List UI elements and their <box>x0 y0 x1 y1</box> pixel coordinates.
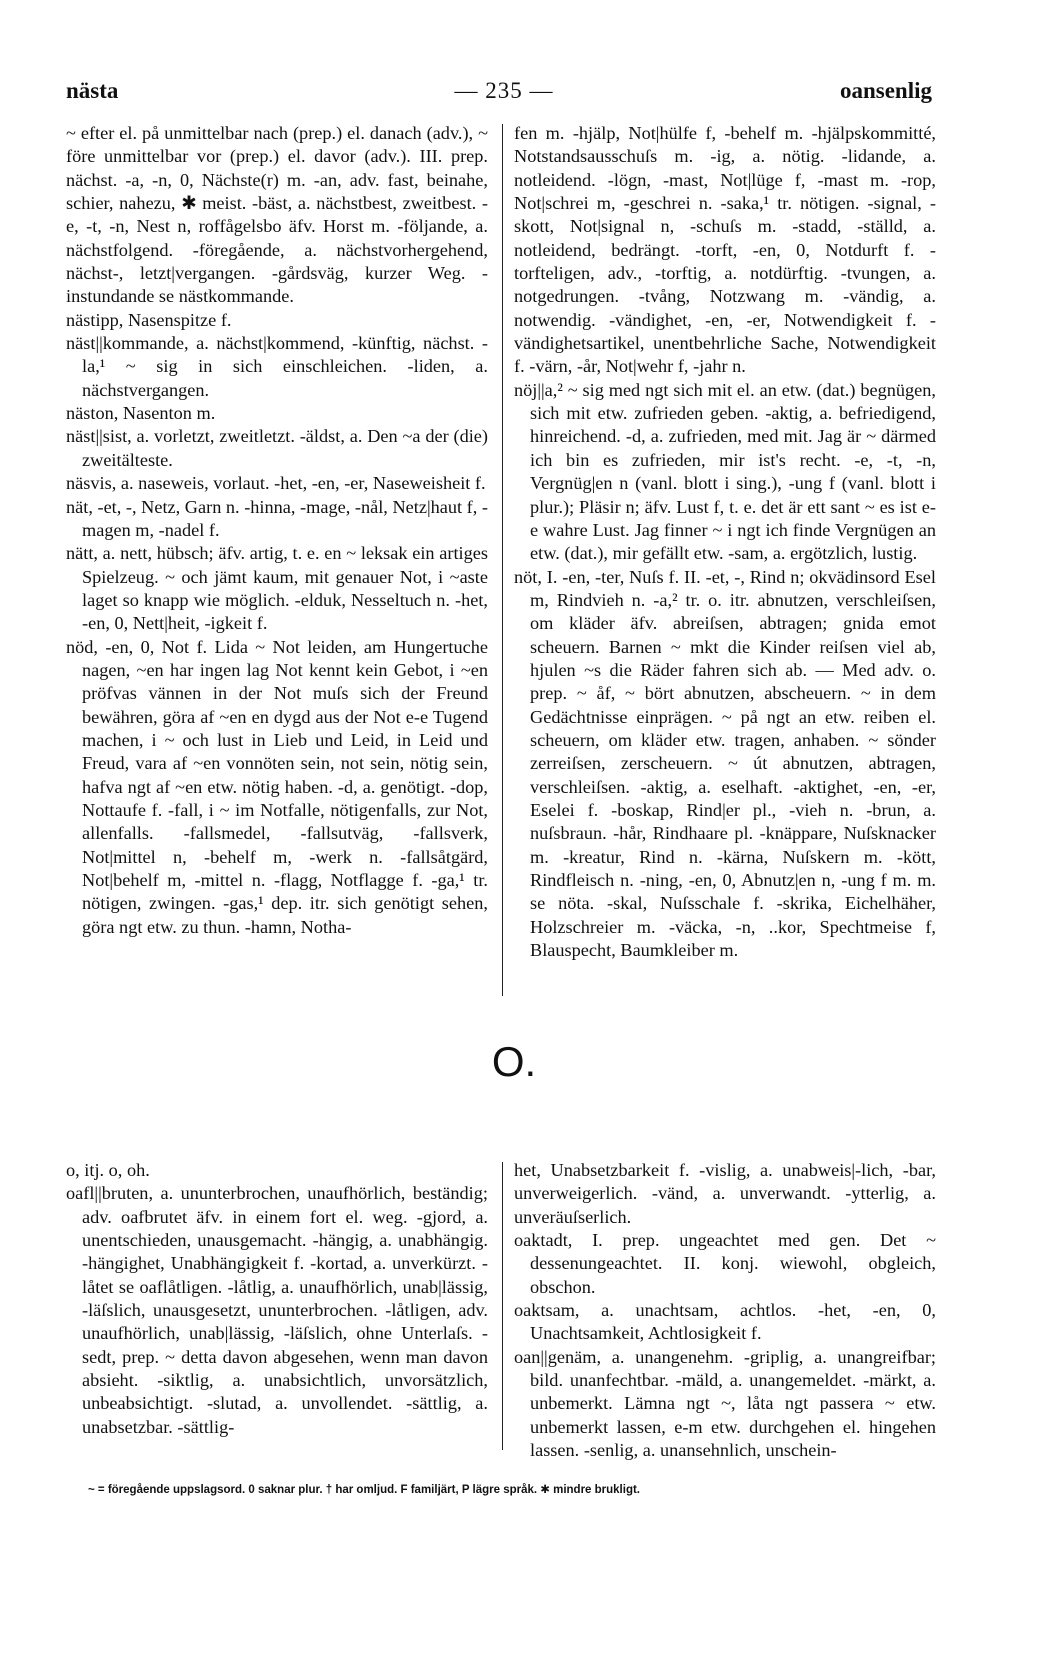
entry: fen m. -hjälp, Not|hülfe f, -behelf m. -hjälpskommitté, Notstandsausschuſs m. -ig, a. nötig. -lidande, a. notleidend. -lögn, -mast, Not|lüge f, -mast m. -rop, Not|schrei m, -geschrei n. -saka,¹ tr. nötigen. -signal, -skott, Not|signal n, -schuſs m. -stadd, -ställd, a. notleidend, bedrängt. -torft, -en, 0, Notdurft f. -torfteligen, adv., -torftig, a. notdürftig. -tvungen, a. notgedrungen. -tvång, Notzwang m. -vändig, a. notwendig. -vändighet, -en, -er, Notwendigkeit f. -vändighetsartikel, unentbehrliche Sache, Notwendigkeit f. -värn, -år, Not|wehr f, -jahr n. <box>514 123 936 377</box>
column-bottom-right <box>514 1159 936 1462</box>
column-divider <box>502 1162 503 1450</box>
entry: näsvis, a. naseweis, vorlaut. -het, -en, -er, Naseweisheit f. <box>66 473 486 494</box>
header-right-guideword: oansenlig <box>839 78 932 103</box>
section-letter: O. <box>491 1038 537 1085</box>
column-top-right <box>514 122 936 962</box>
entry: nätt, a. nett, hübsch; äfv. artig, t. e. en ~ leksak ein artiges Spielzeug. ~ och jämt kaum, mit genauer Not, i ~aste laget so knapp wie möglich. -elduk, Nesseltuch n. -het, -en, 0, Nett|heit, -igkeit f. <box>66 543 488 634</box>
entry: oaktadt, I. prep. ungeachtet med gen. Det ~ dessenungeachtet. II. konj. wiewohl, obgleich, obschon. <box>514 1230 936 1297</box>
entry: näst||sist, a. vorletzt, zweitletzt. -äldst, a. Den ~a der (die) zweitälteste. <box>66 426 488 470</box>
entry: het, Unabsetzbarkeit f. -vislig, a. unabweis|-lich, -bar, unverweigerlich. -vänd, a. unverwandt. -ytterlig, a. unveräuſserlich. <box>514 1160 936 1227</box>
entry: oaktsam, a. unachtsam, achtlos. -het, -en, 0, Unachtsamkeit, Achtlosigkeit f. <box>514 1300 936 1344</box>
abbreviation-legend: ~ = föregående uppslagsord. 0 saknar plur. † har omljud. F familjärt, P lägre språk. ✱ mindre brukligt. <box>88 1484 640 1496</box>
entry: nästipp, Nasenspitze f. <box>66 309 232 330</box>
entry: oafl||bruten, a. ununterbrochen, unaufhörlich, beständig; adv. oafbrutet äfv. in einem fort el. weg. -gjord, a. unentschieden, unausgemacht. -hängig, a. unabhängig. -hängighet, Unabhängigkeit f. -kortad, a. unverkürzt. -låtet se oaflåtligen. -låtlig, a. unaufhörlich, unab|lässig, -läſslich, unausgesetzt, ununterbrochen. -låtligen, adv. unaufhörlich, unab|lässig, -läſslich, ohne Unterlaſs. -sedt, prep. ~ detta davon abgesehen, wenn man davon absieht. -siktlig, a. unabsichtlich, unvorsätzlich, unbeabsichtigt. -slutad, a. unvollendet. -sättlig, a. unabsetzbar. -sättlig- <box>66 1183 488 1437</box>
entry: oan||genäm, a. unangenehm. -griplig, a. unangreifbar; bild. unanfechtbar. -mäld, a. unangemeldet. -märkt, a. unbemerkt. Lämna ngt ~, låta ngt passera ~ etw. unbemerkt lassen, e-m etw. durchgehen el. hingehen lassen. -senlig, a. unansehnlich, unschein- <box>514 1346 936 1461</box>
entry: nöj||a,² ~ sig med ngt sich mit el. an etw. (dat.) begnügen, sich mit etw. zufrieden geben. -aktig, a. befriedigend, hinreichend. -d, a. zufrieden, med mit. Jag är ~ därmed ich bin es zufrieden, mir ist's recht. -e, -t, -n, Vergnüg|en n (vanl. blott i sing.), -ung f (vanl. blott i plur.); Pläsir n; äfv. Lust f, t. e. det är ett sant ~ es ist e-e wahre Lust. Jag finner ~ i ngt ich finde Vergnügen an etw. (dat.), mir gefällt etw. -sam, a. ergötzlich, lustig. <box>514 379 936 564</box>
column-top-left <box>66 122 488 939</box>
entry: näst||kommande, a. nächst|kommend, -künftig, nächst. -la,¹ ~ sig in sich einschleichen. -liden, a. nächstvergangen. <box>66 333 488 400</box>
column-divider <box>502 124 503 996</box>
entry: näston, Nasenton m. <box>66 403 216 424</box>
entry: nöt, I. -en, -ter, Nuſs f. II. -et, -, Rind n; okvädinsord Esel m, Rindvieh n. -a,² tr. o. itr. abnutzen, verschleiſsen, om kläder äfv. abreiſsen, abtragen; gnida emot scheuern. Barnen ~ mkt die Kinder reiſsen viel ab, hjulen ~s die Räder fahren sich ab. — Med adv. o. prep. ~ åf, ~ bört abnutzen, abscheuern. ~ in dem Gedächtnisse einprägen. ~ på ngt an etw. reiben el. scheuern, om kläder etw. tragen, anhaben. ~ sönder zerreiſsen, zerscheuern. ~ út abnutzen, abtragen, verschleiſsen. -aktig, a. eselhaft. -aktighet, -en, -er, Eselei f. -boskap, Rind|er pl., -vieh n. -brun, a. nuſsbraun. -hår, Rindhaare pl. -knäppare, Nuſsknacker m. -kreatur, Rind n. -kärna, Nuſskern m. -kött, Rindfleisch n. -ning, -en, 0, Abnutz|en n, -ung f m. m. se nöta. -skal, Nuſsschale f. -skrika, Eichelhäher, Holzschreier m. -väcka, -n, ..kor, Spechtmeise f, Blauspecht, Baumkleiber m. <box>514 566 936 961</box>
column-bottom-left <box>66 1159 488 1439</box>
entry: nät, -et, -, Netz, Garn n. -hinna, -mage, -nål, Netz|haut f, -magen m, -nadel f. <box>66 496 488 540</box>
entry: ~ efter el. på unmittelbar nach (prep.) el. danach (adv.), ~ före unmittelbar vor (prep.) el. davor (adv.). III. prep. nächst. -a, -n, 0, Nächste(r) m. -an, adv. fast, beinahe, schier, nahezu, ✱ meist. -bäst, a. nächstbest, zweitbest. -e, -t, -n, Nest n, roffågelsbo äfv. Horst m. -följande, a. nächstfolgend. -föregående, a. nächstvorhergehend, nächst-, letzt|vergangen. -gårdsväg, kurzer Weg. -instundande se nästkommande. <box>66 123 488 307</box>
page-number: — 235 — <box>454 78 554 103</box>
entry: nöd, -en, 0, Not f. Lida ~ Not leiden, am Hungertuche nagen, ~en har ingen lag Not kennt kein Gebot, i ~en pröfvas vännen in der Not muſs sich der Freund bewähren, göra af ~en en dygd aus der Not e-e Tugend machen, i ~ och lust in Lieb und Leid, in Leid und Freud, vara af ~en vonnöten sein, not sein, nötig sein, hafva ngt af ~en etw. nötig haben. -d, a. genötigt. -dop, Nottaufe f. -fall, i ~ im Notfalle, nötigenfalls, zur Not, allenfalls. -fallsmedel, -fallsutväg, -fallsverk, Not|mittel n, -behelf m, -werk n. -fallsåtgärd, Not|behelf m, -mittel n. -flagg, Notflagge f. -ga,¹ tr. nötigen, zwingen. -gas,¹ dep. itr. sich genötigt sehen, göra ngt etw. zu thun. -hamn, Notha- <box>66 636 488 937</box>
header-left-guideword: nästa <box>66 78 119 103</box>
entry: o, itj. o, oh. <box>66 1160 150 1180</box>
